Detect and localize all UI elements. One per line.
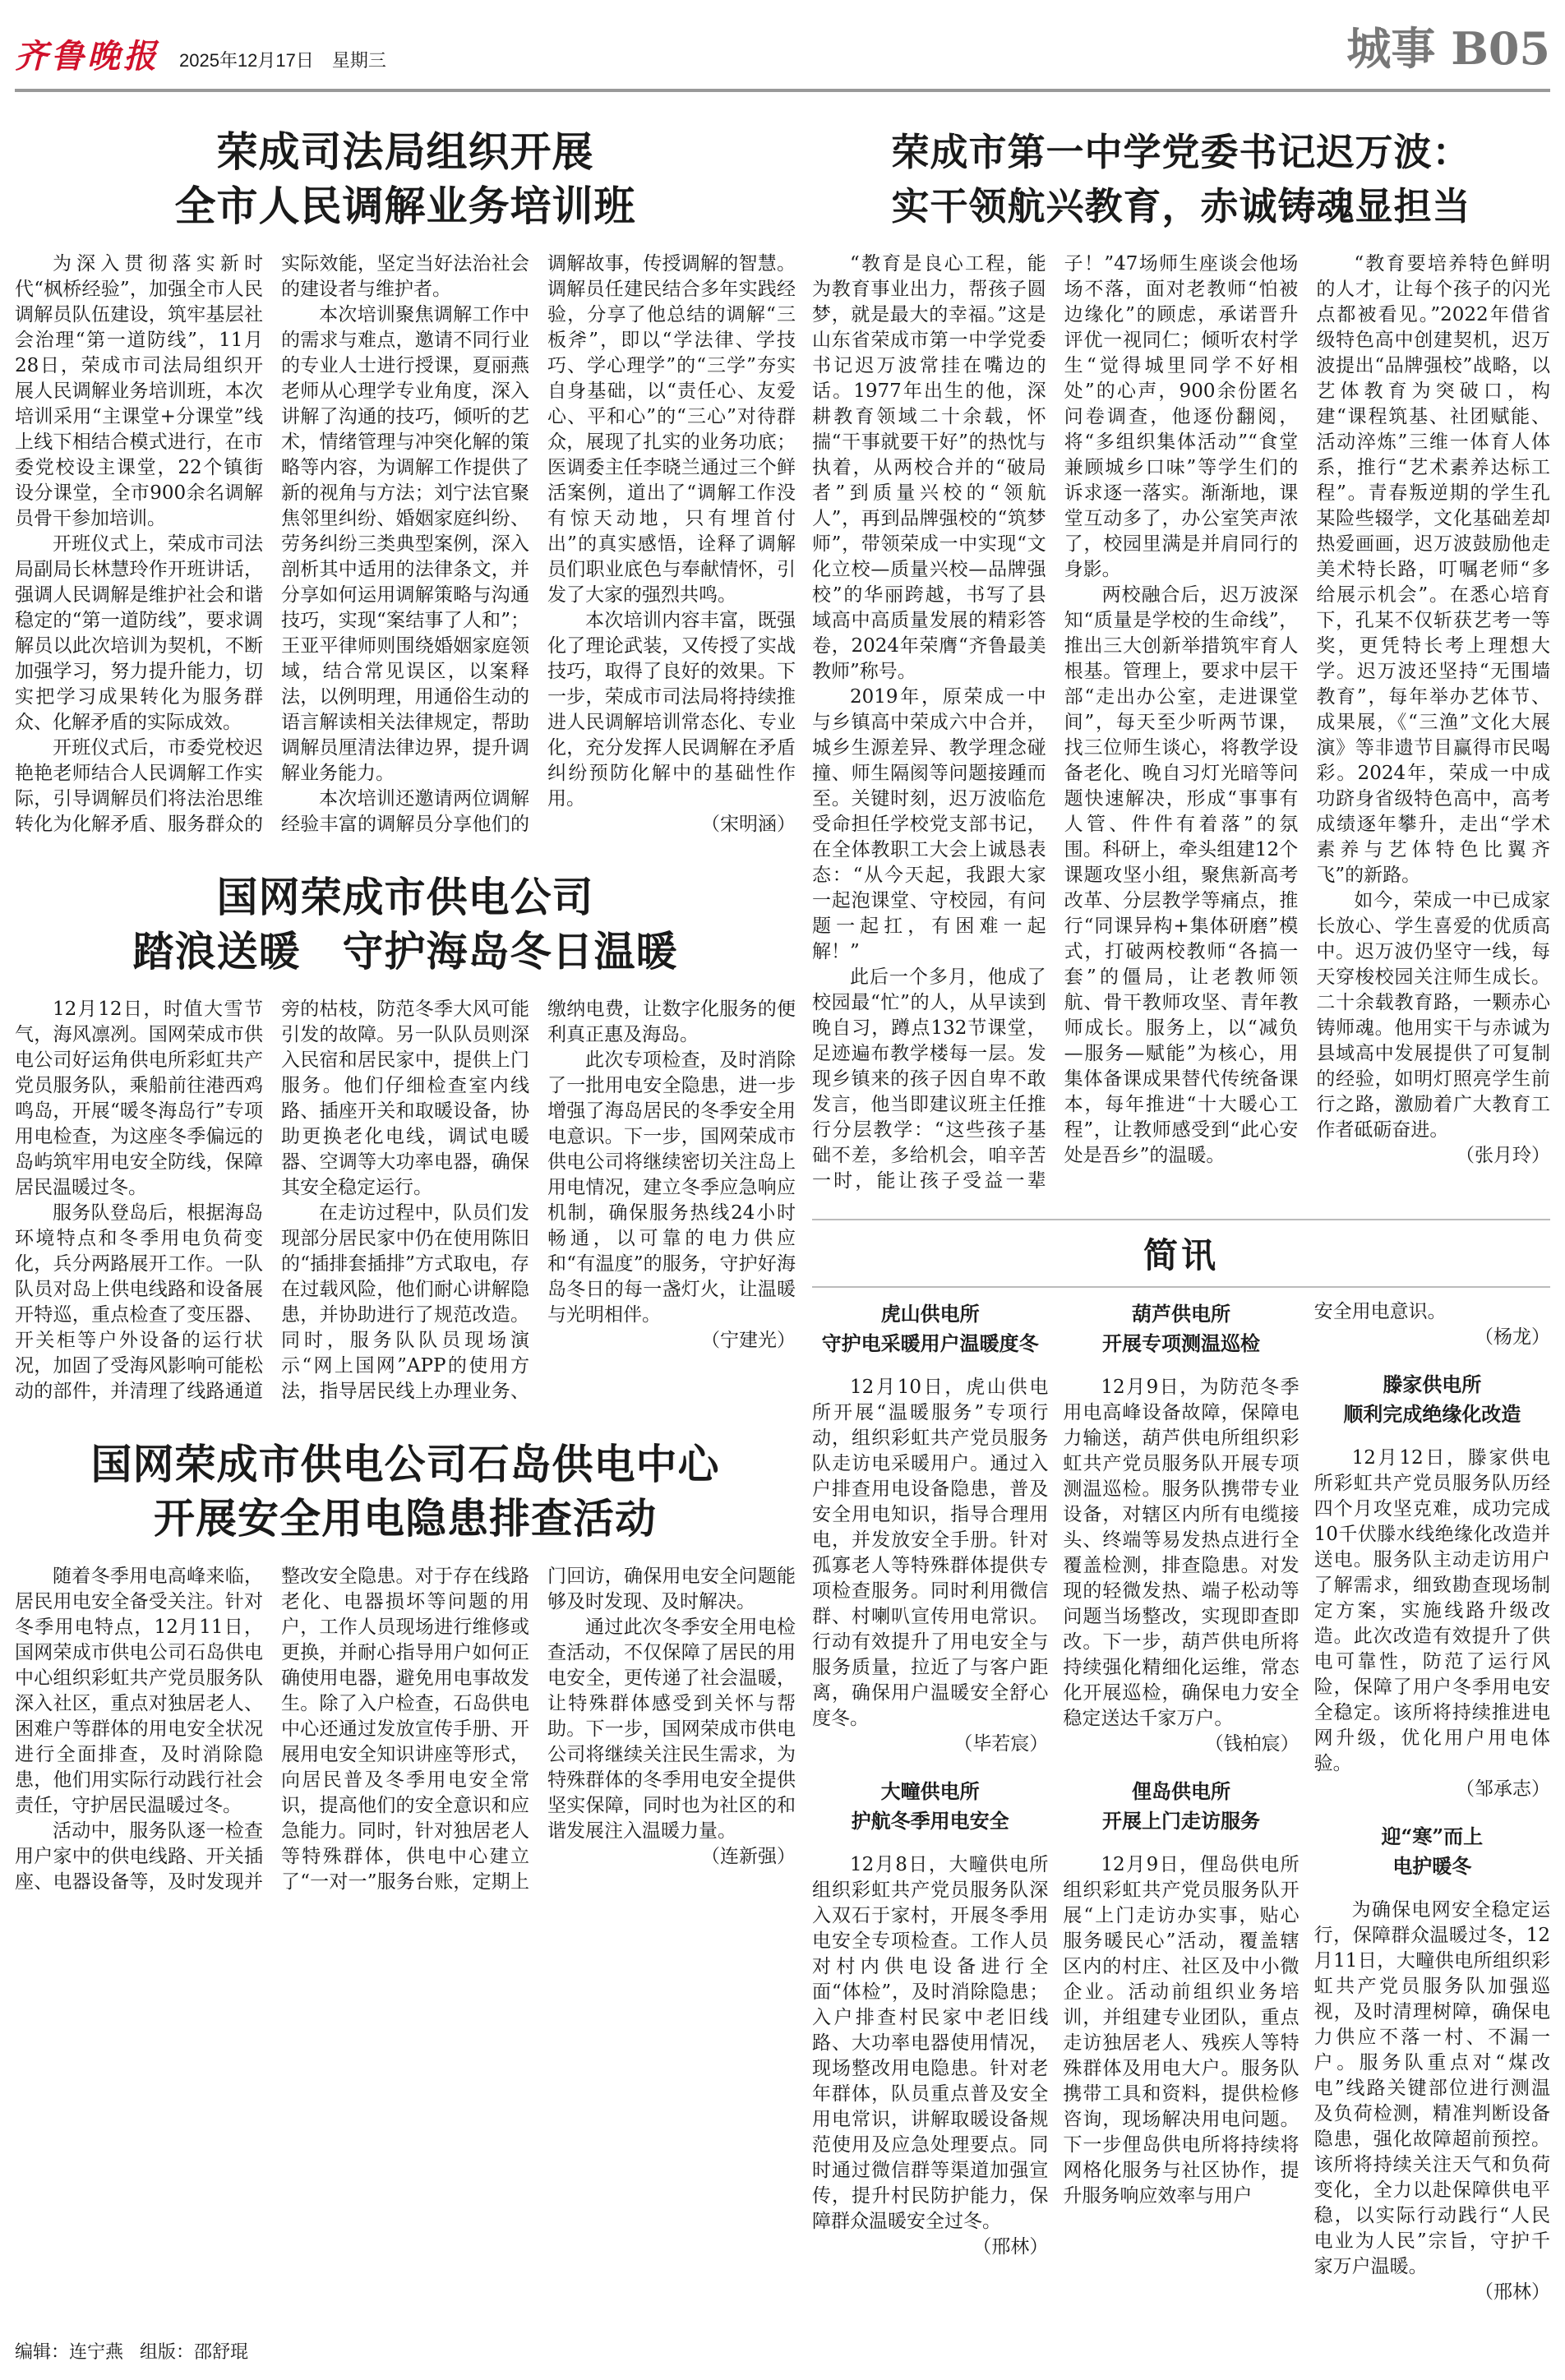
layout-credit: 组版：邵舒琨 bbox=[140, 2341, 249, 2362]
paragraph: 此次专项检查，及时消除了一批用电安全隐患，进一步增强了海岛居民的冬季安全用电意识。下一步，国网荣成市供电公司将继续密切关注岛上用电情况，建立冬季应急响应机制，确保服务热线24小时畅通，以可靠的电力供应和“有温度”的服务，守护好海岛冬日的每一盏灯火，让温暖与光明相伴。 bbox=[547, 1049, 796, 1326]
brief-paragraph: 12月9日，为防范冬季用电高峰设备故障，保障电力输送，葫芦供电所组织彩虹共产党员服务队开展专项测温巡检。服务队携带专业设备，对辖区内所有电缆接头、终端等易发热点进行全覆盖检测，排查隐患。对发现的轻微发热、端子松动等问题当场整改，实现即查即改。下一步，葫芦供电所将持续强化精细化运维，常态化开展巡检，确保电力安全稳定送达千家万户。 bbox=[1063, 1377, 1300, 1729]
article-body bbox=[15, 251, 796, 837]
page-credits bbox=[15, 2338, 1550, 2380]
author-byline: （邢林） bbox=[972, 2236, 1049, 2258]
brief-headline: 护航冬季用电安全 bbox=[851, 1809, 1009, 1833]
brief-spacer bbox=[812, 1836, 1048, 1852]
author-byline: （张月玲） bbox=[1455, 1145, 1550, 1166]
brief-headline: 开展专项测温巡检 bbox=[1101, 1331, 1260, 1355]
page-content bbox=[15, 92, 1550, 2305]
brief-item bbox=[812, 1299, 1048, 1757]
brief-spacer bbox=[1063, 1836, 1299, 1852]
brief-text bbox=[812, 1375, 1048, 1757]
title-line: 全市人民调解业务培训班 bbox=[174, 182, 636, 230]
date-text: 2025年12月17日 bbox=[179, 50, 314, 71]
article-title bbox=[812, 125, 1550, 233]
title-line: 实干领航兴教育，赤诚铸魂显担当 bbox=[891, 184, 1471, 228]
author-byline: （毕若宸） bbox=[953, 1733, 1049, 1755]
article-body bbox=[15, 1564, 796, 1895]
article-chi-wanbo bbox=[812, 125, 1550, 1194]
brief-unit: 迎“寒”而上 bbox=[1381, 1824, 1484, 1848]
brief-item bbox=[1314, 1370, 1550, 1802]
brief-headline: 守护电采暖用户温暖度冬 bbox=[821, 1331, 1039, 1355]
left-column bbox=[15, 92, 796, 2305]
brief-headline: 开展上门走访服务 bbox=[1101, 1809, 1260, 1833]
brief-item bbox=[812, 1777, 1048, 2260]
brief-item bbox=[1063, 1777, 1299, 2209]
editor-credit: 编辑：连宁燕 bbox=[15, 2341, 124, 2362]
author-byline: （邹承志） bbox=[1455, 1778, 1550, 1800]
brief-item bbox=[1314, 1822, 1550, 2305]
brief-text bbox=[1314, 1299, 1550, 1350]
paragraph: 本次培训还邀请两位调解经验丰富的调解员分享他们的调解故事，传授调解的智慧。调解员任建民结合多年实践经验，分享了他总结的调解“三板斧”，即以“学法律、学技巧、学心理学”的“三学”夯实自身基础，以“责任心、友爱心、平和心”的“三心”对待群众，展现了扎实的业务功底；医调委主任李晓兰通过三个鲜活案例，道出了“调解工作没有惊天动地，只有埋首付出”的真实感悟，诠释了调解员们职业底色与奉献情怀，引发了大家的强烈共鸣。 bbox=[281, 253, 796, 835]
brief-paragraph: 为确保电网安全稳定运行，保障群众温暖过冬，12月11日，大疃供电所组织彩虹共产党员服务队加强巡视，及时清理树障，确保电力供应不落一村、不漏一户。服务队重点对“煤改电”线路关键部位进行测温及负荷检测，精准判断设备隐患，强化故障超前预控。该所将持续关注天气和负荷变化，全力以赴保障供电平稳，以实际行动践行“人民电业为人民”宗旨，守护千家万户温暖。 bbox=[1313, 1899, 1550, 2277]
brief-spacer bbox=[1314, 1429, 1550, 1446]
article-title bbox=[15, 125, 796, 233]
news-briefs-section bbox=[812, 1219, 1550, 2305]
title-line: 踏浪送暖 守护海岛冬日温暖 bbox=[132, 927, 678, 976]
author-byline: （杨龙） bbox=[1474, 1326, 1550, 1348]
paragraph: “教育要培养特色鲜明的人才，让每个孩子的闪光点都被看见。”2022年借省级特色高中创建契机，迟万波提出“品牌强校”战略，以艺体教育为突破口，构建“课程筑基、社团赋能、活动淬炼”三维一体育人体系，推行“艺术素养达标工程”。青春叛逆期的学生孔某险些辍学，文化基础差却热爱画画，迟万波鼓励他走美术特长路，叮嘱老师“多给展示机会”。在悉心培育下，孔某不仅斩获艺考一等奖，更凭特长考上理想大学。迟万波还坚持“无围墙教育”，每年举办艺体节、成果展，《“三渔”文化大展演》等非遗节目赢得市民喝彩。2024年，荣成一中成功跻身省级特色高中，高考成绩逐年攀升，走出“学术素养与艺体特色比翼齐飞”的新路。 bbox=[1316, 253, 1550, 886]
brief-spacer bbox=[1314, 1881, 1550, 1898]
article-island-power bbox=[15, 870, 796, 1404]
brief-text bbox=[1063, 1375, 1299, 1757]
paragraph: 开班仪式后，市委党校迟艳艳老师结合人民调解工作实际，引导调解员们将法治思维转化为化解矛盾、服务群众的实际效能，坚定当好法治社会的建设者与维护者。 bbox=[15, 253, 529, 835]
author-byline: （连新强） bbox=[701, 1846, 796, 1867]
paragraph: 在走访过程中，队员们发现部分居民家中仍在使用陈旧的“插排套插排”方式取电，存在过载风险，他们耐心讲解隐患，并协助进行了规范改造。同时，服务队队员现场演示“网上国网”APP的使用方法，指导居民线上办理业务、缴纳电费，让数字化服务的便利真正惠及海岛。 bbox=[281, 999, 796, 1402]
paragraph: 通过此次冬季安全用电检查活动，不仅保障了居民的用电安全，更传递了社会温暖，让特殊群体感受到关怀与帮助。下一步，国网荣成市供电公司将继续关注民生需求，为特殊群体的冬季用电安全提供坚实保障，同时也为社区的和谐发展注入温暖力量。 bbox=[547, 1617, 796, 1842]
brief-unit: 虎山供电所 bbox=[880, 1302, 980, 1326]
paragraph: 开班仪式上，荣成市司法局副局长林慧玲作开班讲话，强调人民调解是维护社会和谐稳定的“第一道防线”，要求调解员以此次培训为契机，不断加强学习，努力提升能力，切实把学习成果转化为服务群众、化解矛盾的实际成效。 bbox=[15, 533, 263, 733]
paragraph: 12月12日，时值大雪节气，海风凛冽。国网荣成市供电公司好运角供电所彩虹共产党员服务队，乘船前往港西鸡鸣岛，开展“暖冬海岛行”专项用电检查，为这座冬季偏远的岛屿筑牢用电安全防线，保障居民温暖过冬。 bbox=[15, 999, 263, 1198]
brief-unit: 葫芦供电所 bbox=[1131, 1302, 1230, 1326]
paragraph: 此后一个多月，他成了校园最“忙”的人，从早读到晚自习，蹲点132节课堂，足迹遍布教学楼每一层。发现乡镇来的孩子因自卑不敢发言，他当即建议班主任推行分层教学：“这些孩子基础不差，多给机会，咱辛苦一时，能让孩子受益一辈子！”47场师生座谈会他场场不落，面对老教师“怕被边缘化”的顾虑，承诺晋升评优一视同仁；倾听农村学生“觉得城里同学不好相处”的心声，900余份匿名问卷调查，他逐份翻阅，将“多组织集体活动”“食堂兼顾城乡口味”等学生们的诉求逐一落实。渐渐地，课堂互动多了，办公室笑声浓了，校园里满是并肩同行的身影。 bbox=[812, 253, 1299, 1192]
brief-unit: 大疃供电所 bbox=[880, 1779, 980, 1803]
title-line: 开展安全用电隐患排查活动 bbox=[154, 1494, 657, 1543]
paragraph: “教育是良心工程，能为教育事业出力，帮孩子圆梦，就是最大的幸福。”这是山东省荣成市第一中学党委书记迟万波常挂在嘴边的话。1977年出生的他，深耕教育领域二十余载，怀揣“干事就要干好”的热忱与执着，从两校合并的“破局者”到质量兴校的“领航人”，再到品牌强校的“筑梦师”，带领荣成一中实现“文化立校—质量兴校—品牌强校”的华丽跨越，书写了县域高中高质量发展的精彩答卷，2024年荣膺“齐鲁最美教师”称号。 bbox=[812, 253, 1046, 682]
brief-unit: 滕家供电所 bbox=[1383, 1372, 1482, 1396]
briefs-column bbox=[812, 1299, 1048, 2305]
article-judicial-training bbox=[15, 125, 796, 837]
section-page-label: 城事 B05 bbox=[1346, 22, 1550, 75]
paragraph: 两校融合后，迟万波深知“质量是学校的生命线”，推出三大创新举措筑牢育人根基。管理上，要求中层干部“走出办公室，走进课堂间”，每天至少听两节课，找三位师生谈心，将教学设备老化、晚自习灯光暗等问题快速解决，形成“事事有人管、件件有着落”的氛围。科研上，牵头组建12个课题攻坚小组，聚焦新高考改革、分层教学等痛点，推行“同课异构+集体研磨”模式，打破两校教师“各搞一套”的僵局，让老教师领航、骨干教师攻坚、青年教师成长。服务上，以“减负—服务—赋能”为核心，用集体备课成果替代传统备课本，每年推进“十大暖心工程”，让教师感受到“此心安处是吾乡”的温暖。 bbox=[1064, 584, 1299, 1166]
paragraph: 本次培训聚焦调解工作中的需求与难点，邀请不同行业的专业人士进行授课，夏丽燕老师从心理学专业角度，深入讲解了沟通的技巧，倾听的艺术，情绪管理与冲突化解的策略等内容，为调解工作提供了新的视角与方法；刘宁法官聚焦邻里纠纷、婚姻家庭纠纷、劳务纠纷三类典型案例，深入剖析其中适用的法律条文，并分享如何运用调解策略与沟通技巧，实现“案结事了人和”；王亚平律师则围绕婚姻家庭领域，结合常见误区，以案释法，以例明理，用通俗生动的语言解读相关法律规定，帮助调解员厘清法律边界，提升调解业务能力。 bbox=[281, 304, 529, 784]
brief-item bbox=[1063, 1299, 1299, 1757]
paragraph: 为深入贯彻落实新时代“枫桥经验”，加强全市人民调解员队伍建设，筑牢基层社会治理“第一道防线”，11月28日，荣成市司法局组织开展人民调解业务培训班，本次培训采用“主课堂+分课堂”线上线下相结合模式进行，在市委党校设主课堂，22个镇街设分课堂，全市900余名调解员骨干参加培训。 bbox=[15, 253, 263, 529]
brief-text bbox=[1314, 1898, 1550, 2305]
article-shidao-safety bbox=[15, 1437, 796, 1895]
briefs-column bbox=[1063, 1299, 1299, 2305]
brief-spacer bbox=[812, 1358, 1048, 1375]
brief-paragraph: 安全用电意识。 bbox=[1313, 1301, 1447, 1322]
title-line: 荣成司法局组织开展 bbox=[216, 127, 594, 176]
page-header bbox=[15, 0, 1550, 92]
author-byline: （钱柏宸） bbox=[1204, 1733, 1300, 1755]
briefs-heading: 简讯 bbox=[812, 1220, 1550, 1288]
author-byline: （宋明涵） bbox=[701, 814, 796, 835]
article-body bbox=[15, 997, 796, 1404]
weekday-text: 星期三 bbox=[331, 50, 386, 71]
paragraph: 服务队登岛后，根据海岛环境特点和冬季用电负荷变化，兵分两路展开工作。一队队员对岛上供电线路和设备展开特巡，重点检查了变压器、开关柜等户外设备的运行状况，加固了受海风影响可能松动的部件，并清理了线路通道旁的枯枝，防范冬季大风可能引发的故障。另一队队员则深入民宿和居民家中，提供上门服务。他们仔细检查室内线路、插座开关和取暖设备，协助更换老化电线，调试电暖器、空调等大功率电器，确保其安全稳定运行。 bbox=[15, 999, 529, 1402]
brief-item bbox=[1314, 1299, 1550, 1350]
paragraph: 2019年，原荣成一中与乡镇高中荣成六中合并，城乡生源差异、教学理念碰撞、师生隔阂等问题接踵而至。关键时刻，迟万波临危受命担任学校党支部书记，在全体教职工大会上诚恳表态：“从今天起，我跟大家一起泡课堂、守校园，有问题一起扛，有困难一起解！” bbox=[812, 686, 1046, 962]
issue-date bbox=[179, 47, 404, 77]
briefs-column bbox=[1314, 1299, 1550, 2305]
brief-text bbox=[812, 1852, 1048, 2260]
brief-text bbox=[1063, 1852, 1299, 2209]
brief-spacer bbox=[1063, 1358, 1299, 1375]
article-title bbox=[15, 1437, 796, 1546]
paragraph: 活动中，服务队逐一检查用户家中的供电线路、开关插座、电器设备等，及时发现并整改安全隐患。对于存在线路老化、电器损坏等问题的用户，工作人员现场进行维修或更换，并耐心指导用户如何正确使用电器，避免用电事故发生。除了入户检查，石岛供电中心还通过发放宣传手册、开展用电安全知识讲座等形式，向居民普及冬季用电安全常识，提高他们的安全意识和应急能力。同时，针对独居老人等特殊群体，供电中心建立了“一对一”服务台账，定期上门回访，确保用电安全问题能够及时发现、及时解决。 bbox=[15, 1566, 796, 1893]
paragraph: 本次培训内容丰富，既强化了理论武装，又传授了实战技巧，取得了良好的效果。下一步，荣成市司法局将持续推进人民调解培训常态化、专业化，充分发挥人民调解在矛盾纠纷预防化解中的基础性作用。 bbox=[547, 610, 796, 809]
brief-headline: 顺利完成绝缘化改造 bbox=[1343, 1402, 1521, 1426]
brief-headline: 电护暖冬 bbox=[1392, 1854, 1472, 1878]
author-byline: （宁建光） bbox=[701, 1330, 796, 1351]
article-title bbox=[15, 870, 796, 979]
brief-paragraph: 12月12日，滕家供电所彩虹共产党员服务队历经四个月攻坚克难，成功完成10千伏滕水线绝缘化改造并送电。服务队主动走访用户了解需求，细致勘查现场制定方案，实施线路升级改造。此次改造有效提升了供电可靠性，防范了运行风险，保障了用户冬季用电安全稳定。该所将持续推进电网升级，优化用户用电体验。 bbox=[1313, 1447, 1550, 1774]
author-byline: （邢林） bbox=[1474, 2281, 1550, 2303]
brief-unit: 俚岛供电所 bbox=[1131, 1779, 1230, 1803]
newspaper-masthead: 齐鲁晚报 bbox=[15, 37, 159, 76]
title-line: 国网荣成市供电公司石岛供电中心 bbox=[90, 1440, 720, 1488]
brief-text bbox=[1314, 1446, 1550, 1802]
brief-paragraph: 12月10日，虎山供电所开展“温暖服务”专项行动，组织彩虹共产党员服务队走访电采暖用户。通过入户排查用电设备隐患，普及安全用电知识，指导合理用电，并发放安全手册。针对孤寡老人等特殊群体提供专项检查服务。同时利用微信群、村喇叭宣传用电常识。行动有效提升了用电安全与服务质量，拉近了与客户距离，确保用户温暖安全舒心度冬。 bbox=[812, 1377, 1049, 1729]
paragraph: 如今，荣成一中已成家长放心、学生喜爱的优质高中。迟万波仍坚守一线，每天穿梭校园关注师生成长。二十余载教育路，一颗赤心铸师魂。他用实干与赤诚为县域高中发展提供了可复制的经验，如明灯照亮学生前行之路，激励着广大教育工作者砥砺奋进。 bbox=[1316, 890, 1550, 1141]
title-line: 荣成市第一中学党委书记迟万波： bbox=[891, 130, 1471, 174]
briefs-grid bbox=[812, 1299, 1550, 2305]
article-body bbox=[812, 251, 1550, 1194]
paragraph: 随着冬季用电高峰来临，居民用电安全备受关注。针对冬季用电特点，12月11日，国网荣成市供电公司石岛供电中心组织彩虹共产党员服务队深入社区，重点对独居老人、困难户等群体的用电安全状况进行全面排查，及时消除隐患，他们用实际行动践行社会责任，守护居民温暖过冬。 bbox=[15, 1566, 263, 1816]
brief-paragraph: 12月8日，大疃供电所组织彩虹共产党员服务队深入双石于家村，开展冬季用电安全专项检查。工作人员对村内供电设备进行全面“体检”，及时消除隐患；入户排查村民家中老旧线路、大功率电器使用情况，现场整改用电隐患。针对老年群体，队员重点普及安全用电常识，讲解取暖设备规范使用及应急处理要点。同时通过微信群等渠道加强宣传，提升村民防护能力，保障群众温暖安全过冬。 bbox=[812, 1854, 1049, 2232]
title-line: 国网荣成市供电公司 bbox=[216, 873, 594, 921]
right-column bbox=[812, 92, 1550, 2305]
brief-paragraph: 12月9日，俚岛供电所组织彩虹共产党员服务队开展“上门走访办实事，贴心服务暖民心”活动，覆盖辖区内的村庄、社区及中小微企业。活动前组织业务培训，并组建专业团队，重点走访独居老人、残疾人等特殊群体及用电大户。服务队携带工具和资料，提供检修咨询，现场解决用电问题。下一步俚岛供电所将持续将网格化服务与社区协作，提升服务响应效率与用户 bbox=[1063, 1854, 1300, 2207]
